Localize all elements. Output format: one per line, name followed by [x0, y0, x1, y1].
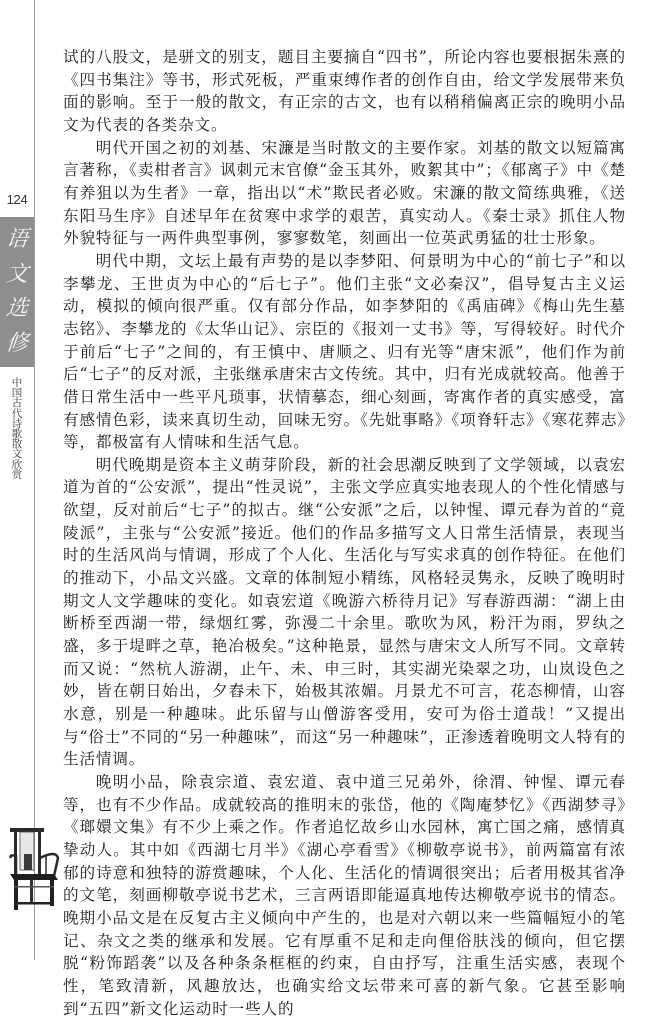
paragraph: 明代开国之初的刘基、宋濂是当时散文的主要作家。刘基的散文以短篇寓言著称，《卖柑者言》讽刺元末官僚“金玉其外，败絮其中”；《郁离子》中《楚有养狙以为生者》一章，指出以“术”欺民者必败。宋濂的散文简练典雅，《送东阳马生序》自述早年在贫寒中求学的艰苦，真实动人。《秦士录》抓住人物外貌特征与一两件典型事例，寥寥数笔，刻画出一位英武勇猛的壮士形象。: [63, 138, 626, 248]
book-title-char: 诗: [11, 417, 23, 430]
book-title-char: 古: [11, 397, 23, 410]
book-title-char: 歌: [11, 428, 23, 441]
paragraph: 晚明小品，除袁宗道、袁宏道、袁中道三兄弟外，徐渭、钟惺、谭元春等，也有不少作品。成就较高的推明末的张岱，他的《陶庵梦忆》《西湖梦寻》《瑯嬛文集》有不少上乘之作。作者追忆故乡山水园林，寓亡国之痛，感情真挚动人。其中如《西湖七月半》《湖心亭看雪》《柳敬亭说书》，前两篇富有浓郁的诗意和独特的游赏趣味，个人化、生活化的情调很突出；后者用极其省净的文笔，刻画柳敬亭说书艺术，三言两语即能逼真地传达柳敬亭说书的情态。晚期小品文是在反复古主义倾向中产生的，也是对六朝以来一些篇幅短小的笔记、杂文之类的继承和发展。它有厚重不足和走向俚俗肤浅的倾向，但它摆脱“粉饰蹈袭”以及各种条条框框的约束，自由抒写，注重生活实感，表现个性，笔致清新，风趣放达，也确实给文坛带来可喜的新气象。它甚至影响到“五四”新文化运动时一些人的: [63, 773, 626, 1018]
body-text: [63, 46, 626, 1020]
series-title-char: 选: [4, 296, 30, 322]
page-number: 124: [6, 192, 28, 207]
paragraph: 明代晚期是资本主义萌芽阶段，新的社会思潮反映到了文学领域，以袁宏道为首的“公安派”，提出“性灵说”，主张文学应真实地表现人的个性化情感与欲望，反对前后“七子”的拟古。继“公安派”之后，以钟惺、谭元春为首的“竟陵派”，主张与“公安派”接近。他们的作品多描写文人日常生活情景，表现当时的生活风尚与情调，形成了个人化、生活化与写实求真的创作特征。在他们的推动下，小品文兴盛。文章的体制短小精练，风格轻灵隽永，反映了晚明时期文人文学趣味的变化。如袁宏道《晚游六桥待月记》写春游西湖：“湖上由断桥至西湖一带，绿烟红雾，弥漫二十余里。歌吹为风，粉汗为雨，罗纨之盛，多于堤畔之草，艳冶极矣。”这种艳景，显然与唐宋文人所写不同。文章转而又说：“然杭人游湖，止午、未、申三时，其实湖光染翠之功，山岚设色之妙，皆在朝日始出，夕舂未下，始极其浓媚。月景尤不可言，花态柳情，山容水意，别是一种趣味。此乐留与山僧游客受用，安可为俗士道哉！”又提出与“俗士”不同的“另一种趣味”，而这“另一种趣味”，正渗透着晚明文人特有的生活情调。: [63, 455, 626, 769]
series-title-char: 修: [4, 330, 30, 356]
book-title-char: 欣: [11, 458, 23, 471]
book-title-char: 中: [11, 377, 23, 389]
series-title-block: [0, 217, 34, 367]
margin-rule: [34, 0, 35, 960]
book-title-char: 文: [11, 448, 23, 461]
book-title-char: 赏: [11, 468, 23, 481]
book-title-char: 散: [11, 438, 23, 451]
chair-illustration-icon: [6, 824, 62, 912]
paragraph: 明代中期，文坛上最有声势的是以李梦阳、何景明为中心的“前七子”和以李攀龙、王世贞为中心的“后七子”。他们主张“文必秦汉”，倡导复古主义运动，模拟的倾向很严重。仅有部分作品，如李梦阳的《禹庙碑》《梅山先生墓志铭》、李攀龙的《太华山记》、宗臣的《报刘一丈书》等，写得较好。时代介于前后“七子”之间的，有王慎中、唐顺之、归有光等“唐宋派”，他们作为前后“七子”的反对派，主张继承唐宋古文传统。其中，归有光成就较高。他善于借日常生活中一些平凡琐事，状情摹态，细心刻画，寄寓作者的真实感受，富有感情色彩，读来真切生动，回味无穷。《先妣事略》《项脊轩志》《寒花葬志》等，都极富有人情味和生活气息。: [63, 251, 626, 452]
book-title-char: 国: [11, 387, 23, 400]
book-title-vertical: [0, 378, 34, 480]
book-title-char: 代: [11, 407, 23, 420]
paragraph: 试的八股文，是骈文的别支，题目主要摘自“四书”，所论内容也要根据朱熹的《四书集注》等书，形式死板，严重束缚作者的创作自由，给文学发展带来负面的影响。至于一般的散文，有正宗的古文，也有以稍稍偏离正宗的晚明小品文为代表的各类杂文。: [63, 48, 626, 134]
series-title-char: 语: [4, 227, 30, 253]
series-title-char: 文: [4, 261, 30, 287]
